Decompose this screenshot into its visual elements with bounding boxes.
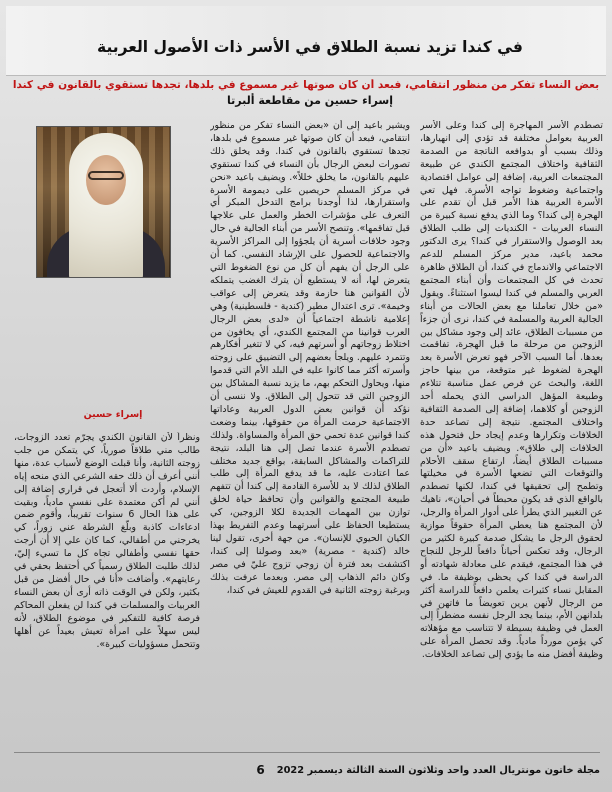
article-title: في كندا تزيد نسبة الطلاق في الأسر ذات الأصول العربية <box>97 38 523 56</box>
article-byline: إسراء حسين من مقاطعة ألبرتا <box>227 94 393 107</box>
column-right-text: تصطدم الأسر المهاجرة إلى كندا وعلى الأسر العربية بعوامل مختلفة قد تؤدي إلى انهيارها، وذلك بسبب أو بدوافعه الناتجة من الصدمة الثقافية واختلاف المجتمع الكندي عن طبيعة المجتمعات العربية، إضافة إلى عوامل اقتصادية واجتماعية وضغوط تواجه الأسرة. فهل تعي الأسرة العربية هذا الأمر قبل أن تقدم على الهجرة إلى كندا؟ وما الذي يدفع نسبة كبيرة من النساء العربيات - الكنديات إلى طلب الطلاق بعد الوصول والاستقرار في كندا؟ يرى الدكتور محمد باعيد، مدير مركز المسلم للدعم الاجتماعي والاندماج في كندا، أن الطلاق ظاهرة تحدث في كل المجتمعات وأن أبناء المجتمع العربي والمسلم في كندا ليسوا استثناءً. ويقول «من خلال تعاملنا مع بعض الحالات من أبناء الجالية العربية والمسلمة في كندا، نرى أن جزءاً من مسببات الطلاق، عائد إلى وجود مشاكل بين الزوجين من مرحلة ما قبل الهجرة، تفاقمت بعدها. أما السبب الآخر فهو تعرض الأسرة بعد الهجرة لضغوط غير متوقعة، من بينها حاجز اللغة، والبحث عن فرص عمل مناسبة تتلاءم وطبيعة المؤهل الدراسي الذي يحمله أحد الزوجين أو كلاهما، إضافة إلى الصدمة الثقافية واختلاف المجتمع. نتيجة إلى تصاعد حدة الخلافات وتكرارها وعدم إيجاد حل فتحول هذه الخلافات إلى طلاق». ويضيف باعيد «أن من مسببات الطلاق أيضاً، ارتفاع سقف الأحلام والتوقعات التي تضعها الأسرة في مخيلتها وتطمح إلى تحقيقها في كندا، لكنها تصطدم بالواقع الذي قد يكون محبطاً في أحيان»، ناهيك عن التغيير الذي يطرأ على أدوار المرأة والرجل، لأن المجتمع هنا يعطي المرأة حقوقاً موازية لحقوق الرجل ما يشكل صدمة كبيرة لكثير من الرجال، وقد تعكس أحياناً دافعاً للرجل للنجاح في هذا المجتمع، فيقدم على معادلة شهادته أو الدراسة في كندا كي يحظى بوظيفة ما. في المقابل نساء كثيرات يعلمن دافعاً للدراسة أكثر من الرجال لأنهن يرين تعويضاً ما فاتهن في بلدانهن الأم، بينما يجد الرجل نفسه مضطراً إلى العمل في وظيفة بسيطة لا تتناسب مع مؤهلاته كي يؤمن مورداً مادياً. وقد تحصل المرأة على وظيفة أفضل منه ما يؤدي إلى تصاعد الخلافات. <box>420 120 603 661</box>
footer-publication: مجلة خاتون مونتريال العدد واحد وثلاثون السنة الثالثة ديسمبر 2022 <box>276 764 600 776</box>
author-photo <box>36 126 171 278</box>
text-column-left <box>14 432 200 740</box>
column-left-text: ونظراً لأن القانون الكندي يجرّم تعدد الزوجات، طالب مني طلاقاً صورياً، كي يتمكن من جلب زوجته الثانية، وأنا قبلت الوضع لأسباب عدة، منها أنني أعرف أن ذلك حقه الشرعي الذي منحه إياه الإسلام، وأردت ألا أتعجل في قراري إضافة إلى أنني لم أكن معتمدة على نفسي مادياً، وبقيت على هذا الحال 6 سنوات تقريباً، وأقوم ضمن ادعاءات كاذبة وبلّغ الشرطة عني زوراً، كي يخرجني من أطفالي، كما كان علي إلا أن أرجت حقها نفسي وأطفالي تجاه كل ما تسيء إليّ، لذلك طلبت الطلاق رسمياً كي أحتفظ بحقي في رعايتهم». وأضافت «أنا في حال أفضل من قبل بكثير، ولكن في الوقت ذاته أرى أن بعض النساء العربيات والمسلمات في كندا لن يفعلن المحاكم فرصة كافية للتفكير في موضوع الطلاق، لأنه ليس سهلاً على امرأة تعيش بعيداً عن أهلها وتتحمل مسؤوليات كبيرة». <box>14 432 200 650</box>
photo-glasses <box>88 171 124 180</box>
page-footer <box>14 760 600 780</box>
column-middle-text: ويشير باعيد إلى أن «بعض النساء تفكر من منظور انتقامي، فبعد أن كان صوتها غير مسموع في بلدها، تجدها تستقوي بالقانون في كندا. وقد يخلق ذلك تصورات لبعض الرجال بأن النساء في كندا تستقوي عليهم بالقانون، ما يخلق خللاً». ويضيف باعيد «نحن في مركز المسلم حريصين على ديمومة الأسرة واستقرارها، لذا أوجدنا برامج التدخل المبكر أي التعرف على مؤشرات الخطر والعمل على علاجها قبل تفاقمها». وتنصح الأسر من أبناء الجالية في حال وجود خلافات أسرية أن يلجؤوا إلى المراكز الأسرية والاجتماعية للحصول على الإرشاد النفسي. كما أن على الرجل أن يفهم أن كل من نوع الضغوط التي يتعرض لها، أنه لا يستطيع أن يترك الغضب يتملكه لأن القوانين هنا حازمة وقد يتعرض إلى عواقب وخيمة». ترى اعتدال مطير (كندية - فلسطينية) وهي إعلامية ناشطة اجتماعياً أن «لدى بعض الرجال العرب قوانينا من المجتمع الكندي، أي يخافون من اختلاط زوجاتهم أو أسرتهم فيه، كي لا تتغير أفكارهم وتتمرد عليهم. ويلجأ بعضهم إلى التضييق على زوجته وأسرته أكثر مما كانوا عليه في البلد الأم التي قدموا منها، ويحاول التحكم بهم، ما يزيد نسبة المشاكل بين الزوجين التي قد تتحول إلى الطلاق. ولا ننسى أن نؤكد أن قوانين بعض الدول العربية وعاداتها الاجتماعية حرمت المرأة من حقوقها، بينما وضعت كندا قوانين عدة تحمي حق المرأة والمساواة. ولذلك تصطدم الأسرة عندما تصل إلى هنا البلد، نتيجة للتراكمات والمشاكل السابقة، بواقع جديد مختلف عما اعتادت عليه، ما قد يدفع المرأة إلى طلب الطلاق لذلك لا بد للأسرة القادمة إلى كندا أن تتفهم طبيعة المجتمع والقوانين وأن تحافظ حياة لخلق توازن بين المهمات الجديدة لكلا الزوجين، كي يستطيعا الحفاظ على أسرتهما وعدم التفريط بهذا الكيان الحيوي للإنسان». من جهة أخرى، تقول لينا خالد (كندية - مصرية) «بعد وصولنا إلى كندا، اكتشفت بعد فترة أن زوجي تزوج عليّ في مصر وكان دائم الذهاب إلى مصر. وبعدما عرفت بذلك وبرغبة زوجته الثانية في القدوم للعيش في كندا، <box>210 120 410 596</box>
text-column-right <box>420 120 603 740</box>
text-column-middle <box>210 120 410 740</box>
photo-caption: إسراء حسين <box>83 409 143 420</box>
page-number: 6 <box>256 763 265 777</box>
footer-divider <box>14 752 600 753</box>
article-subtitle: بعض النساء تفكر من منظور انتقامي، فبعد أن كان صوتها غير مسموع في بلدها، تجدها تستقوي بالقانون في كندا <box>12 79 600 91</box>
photo-face <box>86 155 126 205</box>
